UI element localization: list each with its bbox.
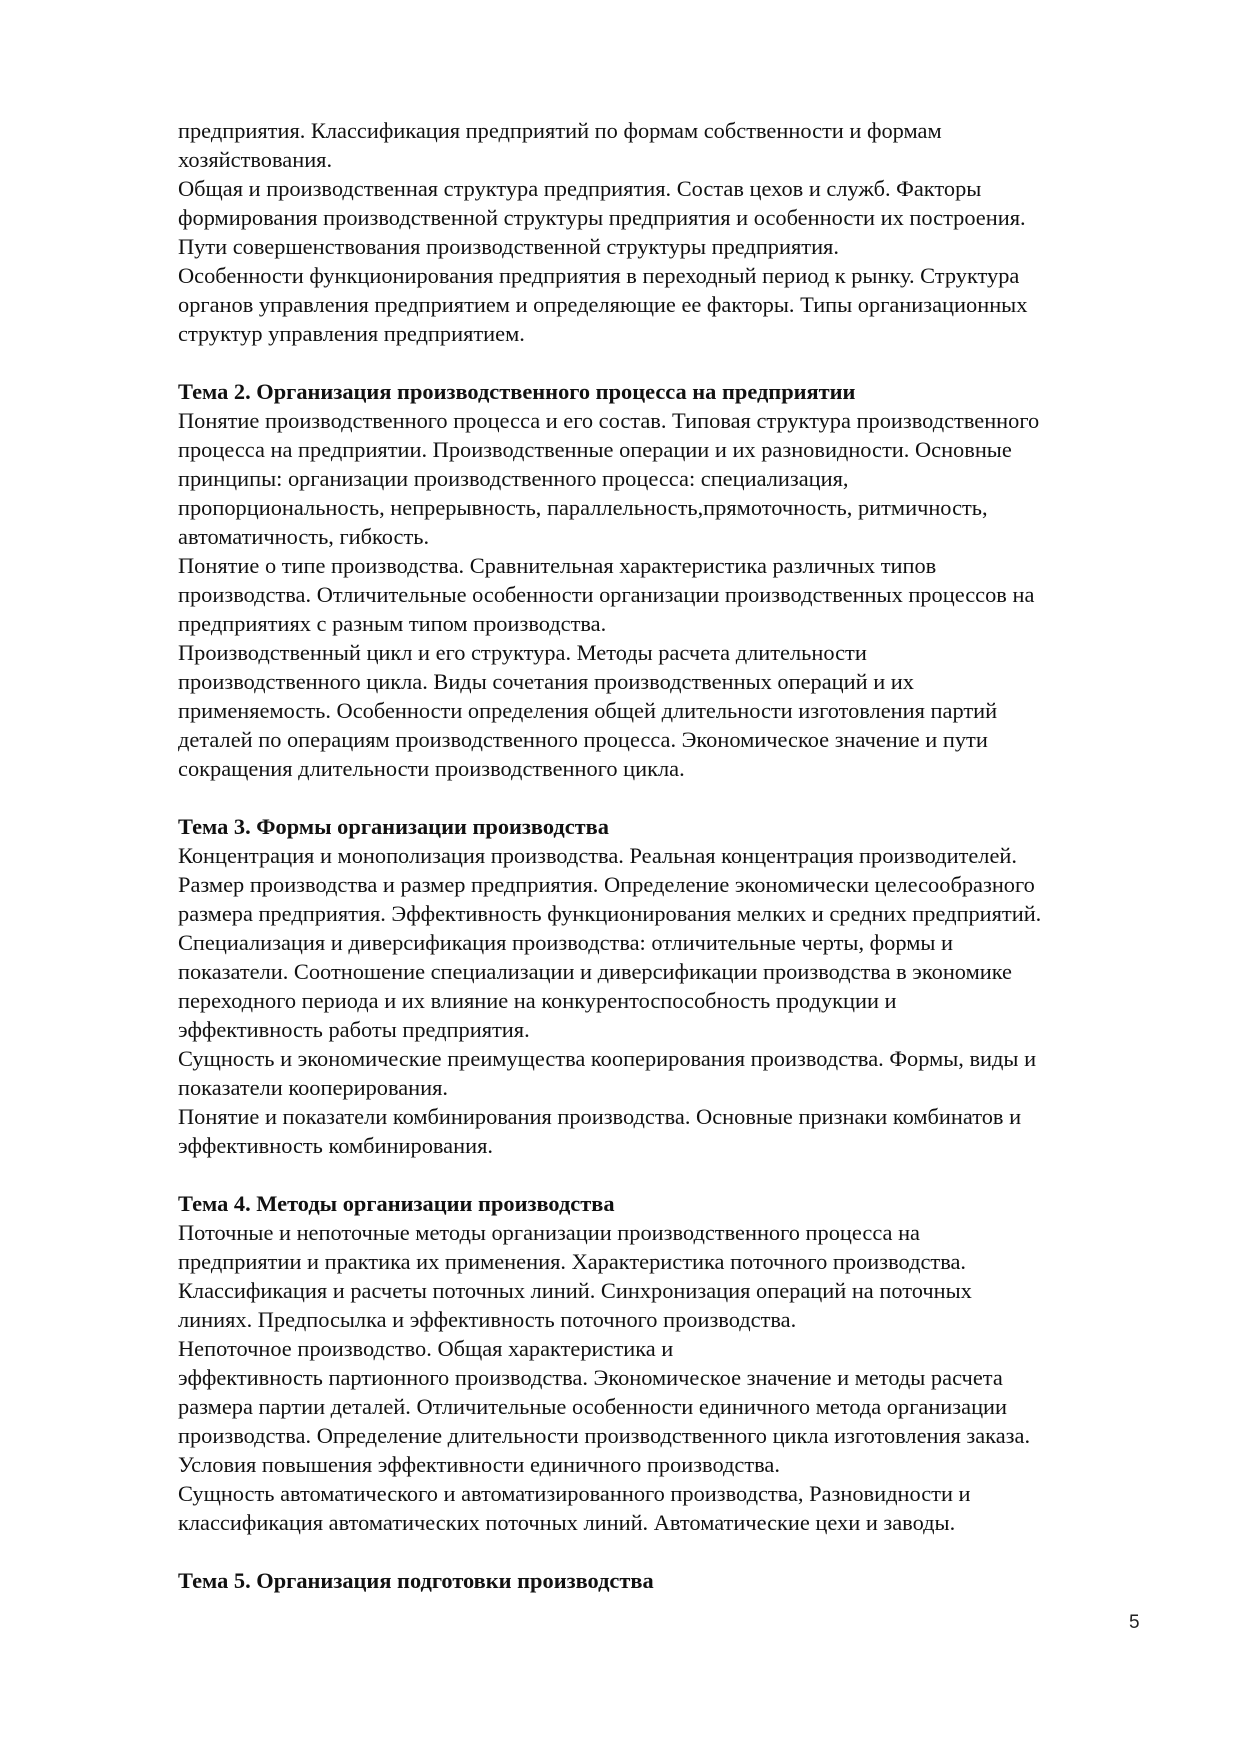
text-line: сокращения длительности производственного цикла. [178,756,685,781]
text-line: производства. Определение длительности производственного цикла изготовления заказа. [178,1423,1031,1448]
paragraph [178,406,1158,551]
paragraph [178,551,1158,638]
text-line: эффективность комбинирования. [178,1133,493,1158]
text-line: Общая и производственная структура предприятия. Состав цехов и служб. Факторы [178,176,982,201]
text-line: Классификация и расчеты поточных линий. Синхронизация операций на поточных [178,1278,972,1303]
text-line: Непоточное производство. Общая характеристика и [178,1336,674,1361]
text-line: Условия повышения эффективности единичного производства. [178,1452,780,1477]
page-number: 5 [1129,1612,1140,1633]
document-page [178,116,1158,1595]
text-line: деталей по операциям производственного процесса. Экономическое значение и пути [178,727,988,752]
text-line: предприятиях с разным типом производства. [178,611,607,636]
paragraph [178,116,1158,174]
topic-heading: Тема 5. Организация подготовки производства [178,1568,654,1593]
text-line: формирования производственной структуры предприятия и особенности их построения. [178,205,1026,230]
topic-5-section [178,1566,1158,1595]
text-line: органов управления предприятием и определяющие ее факторы. Типы организационных [178,292,1028,317]
text-line: хозяйствования. [178,147,333,172]
topic-4-section [178,1189,1158,1537]
topic-heading: Тема 3. Формы организации производства [178,814,609,839]
text-line: структур управления предприятием. [178,321,525,346]
intro-section [178,116,1158,348]
paragraph [178,261,1158,348]
paragraph [178,1102,1158,1160]
paragraph [178,928,1158,1044]
text-line: производства. Отличительные особенности организации производственных процессов на [178,582,1035,607]
text-line: принципы: организации производственного процесса: специализация, [178,466,849,491]
text-line: Размер производства и размер предприятия. Определение экономически целесообразного [178,872,1035,897]
paragraph [178,1218,1158,1334]
text-line: предприятии и практика их применения. Характеристика поточного производства. [178,1249,967,1274]
text-line: эффективность партионного производства. Экономическое значение и методы расчета [178,1365,1003,1390]
topic-3-section [178,812,1158,1160]
paragraph [178,174,1158,261]
text-line: переходного периода и их влияние на конкурентоспособность продукции и [178,988,897,1013]
paragraph [178,638,1158,783]
paragraph [178,1044,1158,1102]
text-line: показатели кооперирования. [178,1075,449,1100]
paragraph [178,1479,1158,1537]
topic-heading: Тема 4. Методы организации производства [178,1191,615,1216]
topic-heading: Тема 2. Организация производственного процесса на предприятии [178,379,856,404]
text-line: эффективность работы предприятия. [178,1017,530,1042]
text-line: Поточные и непоточные методы организации производственного процесса на [178,1220,920,1245]
text-line: линиях. Предпосылка и эффективность поточного производства. [178,1307,797,1332]
text-line: Сущность и экономические преимущества кооперирования производства. Формы, виды и [178,1046,1037,1071]
text-line: классификация автоматических поточных линий. Автоматические цехи и заводы. [178,1510,956,1535]
text-line: применяемость. Особенности определения общей длительности изготовления партий [178,698,998,723]
text-line: предприятия. Классификация предприятий по формам собственности и формам [178,118,942,143]
text-line: Понятие и показатели комбинирования производства. Основные признаки комбинатов и [178,1104,1022,1129]
text-line: Специализация и диверсификация производства: отличительные черты, формы и [178,930,954,955]
paragraph [178,841,1158,928]
text-line: Понятие о типе производства. Сравнительная характеристика различных типов [178,553,937,578]
text-line: Производственный цикл и его структура. Методы расчета длительности [178,640,867,665]
text-line: пропорциональность, непрерывность, параллельность,прямоточность, ритмичность, [178,495,988,520]
text-line: Особенности функционирования предприятия в переходный период к рынку. Структура [178,263,1020,288]
text-line: автоматичность, гибкость. [178,524,430,549]
text-line: показатели. Соотношение специализации и диверсификации производства в экономике [178,959,1012,984]
paragraph [178,1334,1158,1479]
text-line: размера партии деталей. Отличительные особенности единичного метода организации [178,1394,1008,1419]
text-line: Сущность автоматического и автоматизированного производства, Разновидности и [178,1481,971,1506]
text-line: Понятие производственного процесса и его состав. Типовая структура производственного [178,408,1040,433]
text-line: размера предприятия. Эффективность функционирования мелких и средних предприятий. [178,901,1042,926]
text-line: производственного цикла. Виды сочетания производственных операций и их [178,669,914,694]
topic-2-section [178,377,1158,783]
text-line: Концентрация и монополизация производства. Реальная концентрация производителей. [178,843,1017,868]
text-line: процесса на предприятии. Производственные операции и их разновидности. Основные [178,437,1012,462]
text-line: Пути совершенствования производственной структуры предприятия. [178,234,839,259]
